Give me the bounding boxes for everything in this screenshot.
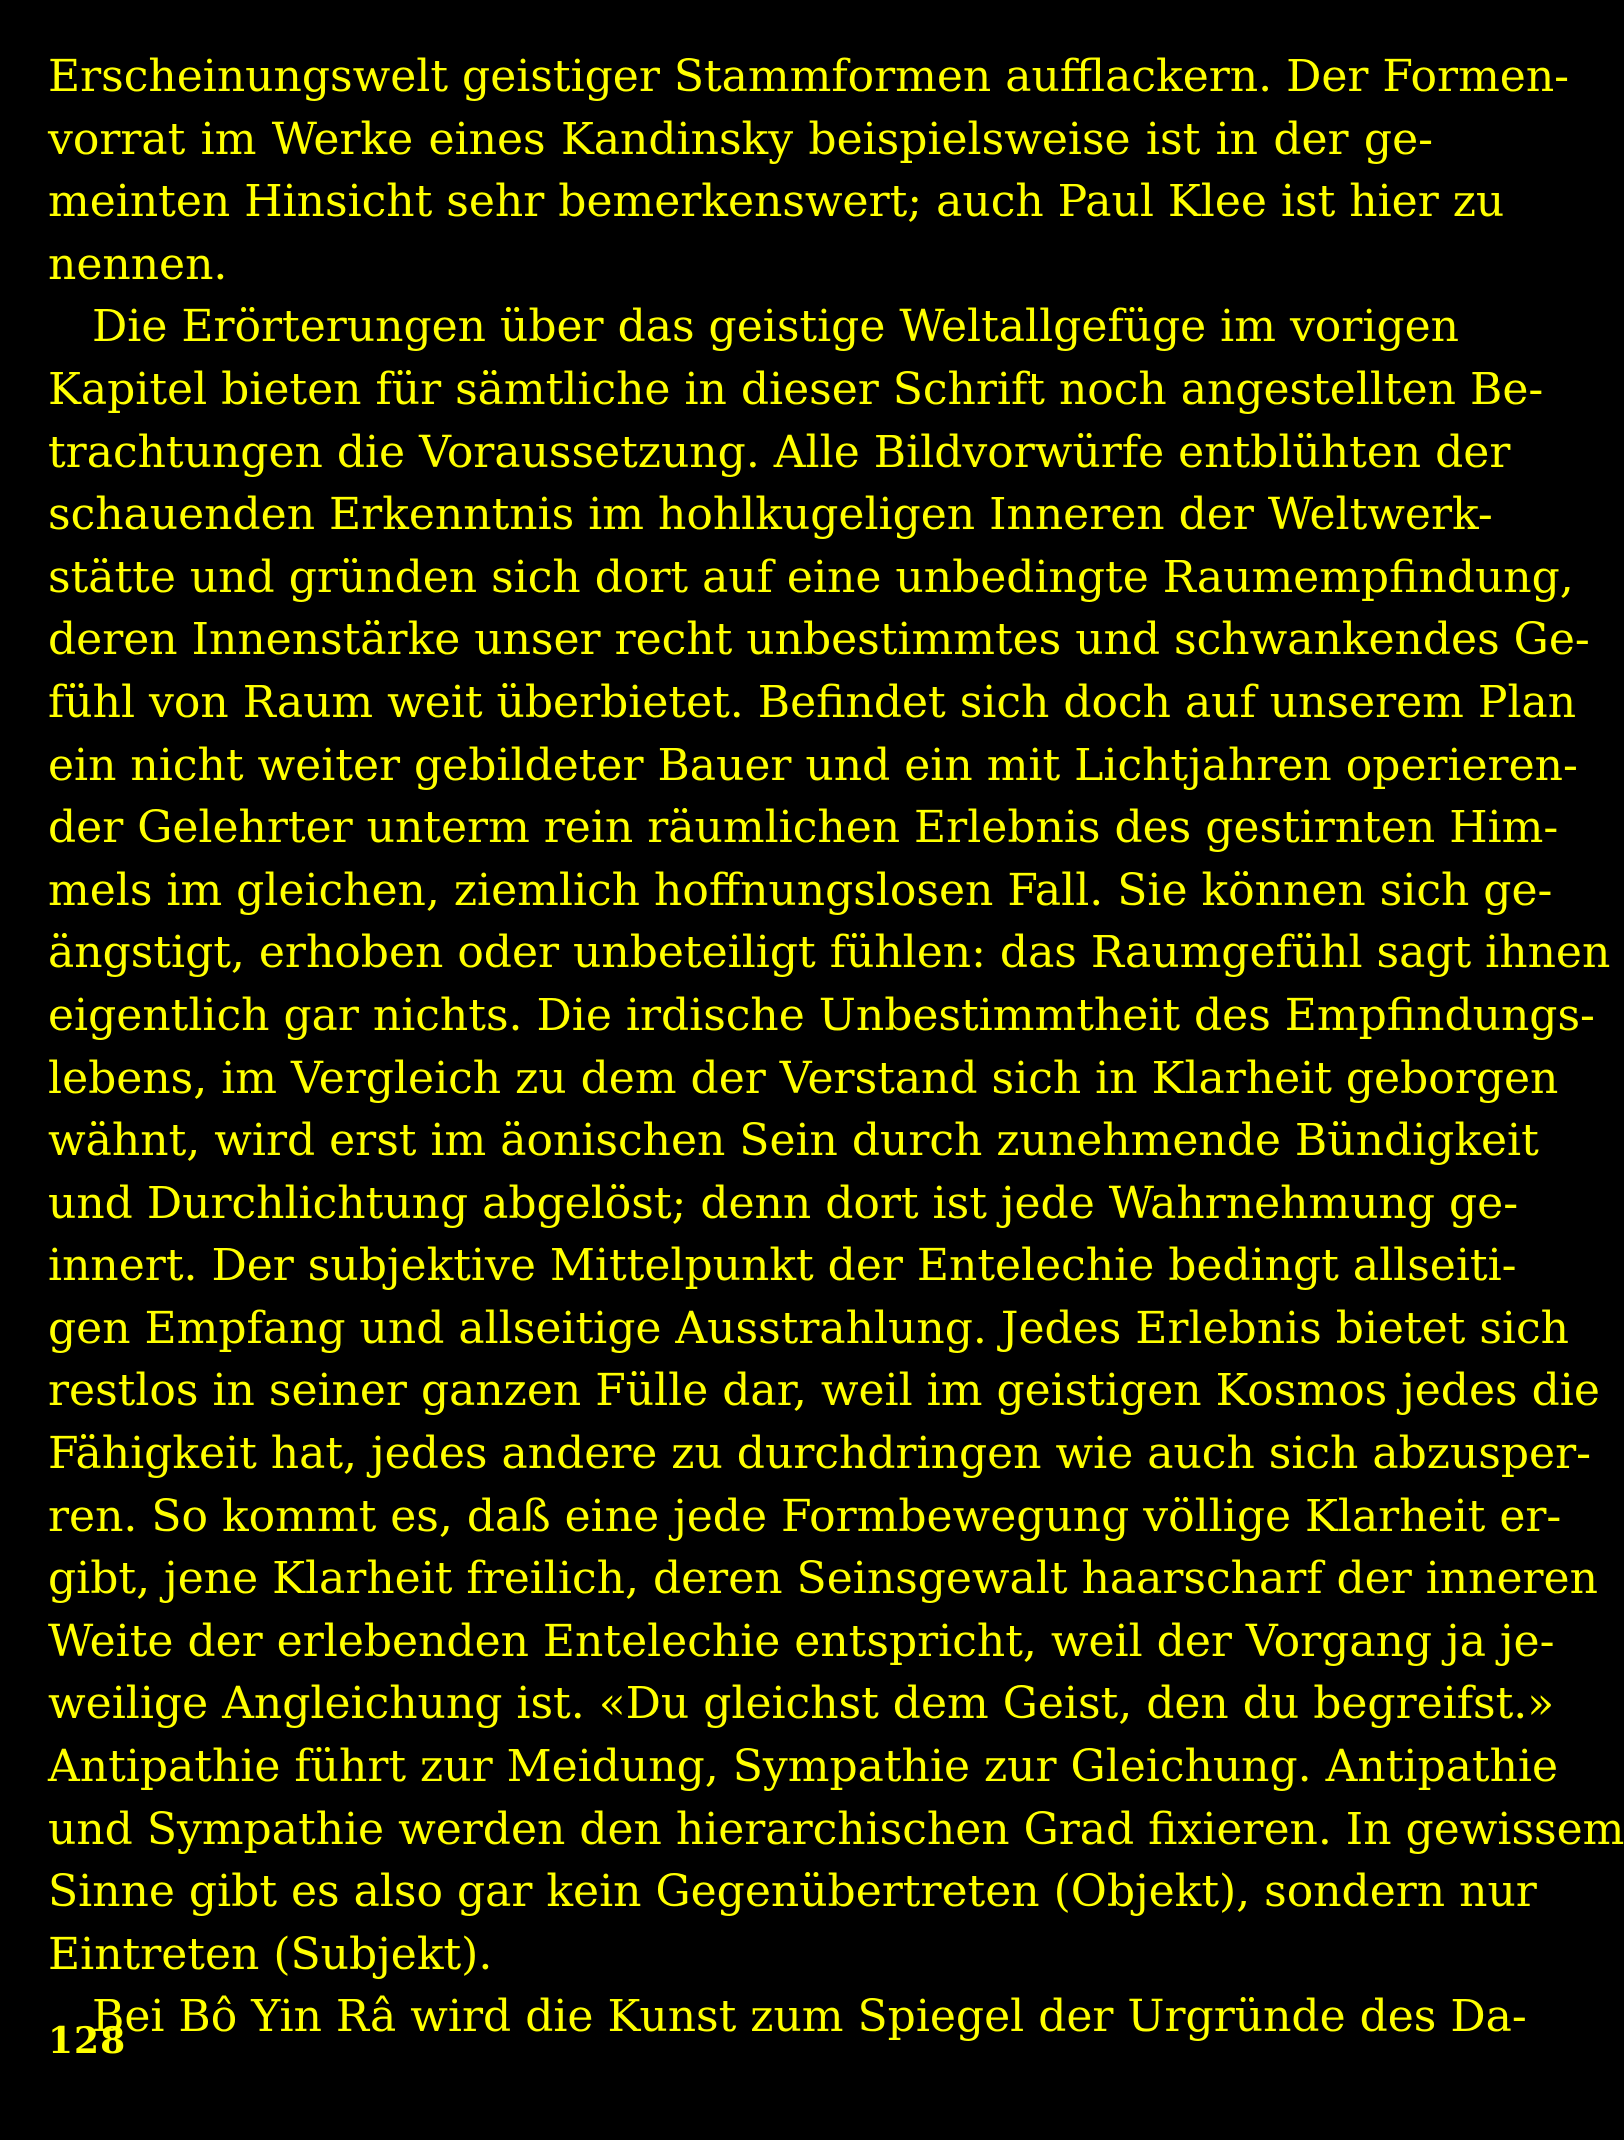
text-line: Eintreten (Subjekt). <box>48 1928 493 1980</box>
text-line: Sinne gibt es also gar kein Gegenübertreten (Objekt), sondern nur <box>48 1866 1537 1918</box>
text-line: meinten Hinsicht sehr bemerkenswert; auch Paul Klee ist hier zu <box>48 176 1505 228</box>
text-line: fühl von Raum weit überbietet. Befindet sich doch auf unserem Plan <box>48 676 1577 728</box>
text-line: weilige Angleichung ist. «Du gleichst dem Geist, den du begreifst.» <box>48 1678 1555 1730</box>
text-line: trachtungen die Voraussetzung. Alle Bildvorwürfe entblühten der <box>48 426 1511 478</box>
text-line: nennen. <box>48 238 228 290</box>
text-line: der Gelehrter unterm rein räumlichen Erlebnis des gestirnten Him- <box>48 802 1559 854</box>
text-line: gen Empfang und allseitige Ausstrahlung. Jedes Erlebnis bietet sich <box>48 1302 1569 1354</box>
text-line: Weite der erlebenden Entelechie entspricht, weil der Vorgang ja je- <box>48 1615 1555 1667</box>
text-line: ren. So kommt es, daß eine jede Formbewegung völlige Klarheit er- <box>48 1490 1562 1542</box>
page-number: 128 <box>48 2020 127 2062</box>
text-line: innert. Der subjektive Mittelpunkt der Entelechie bedingt allseiti- <box>48 1240 1517 1292</box>
text-line: deren Innenstärke unser recht unbestimmtes und schwankendes Ge- <box>48 614 1590 666</box>
text-line: Fähigkeit hat, jedes andere zu durchdringen wie auch sich abzusper- <box>48 1428 1591 1480</box>
text-line: restlos in seiner ganzen Fülle dar, weil im geistigen Kosmos jedes die <box>48 1365 1600 1417</box>
text-line: Bei Bô Yin Râ wird die Kunst zum Spiegel der Urgründe des Da- <box>92 1991 1527 2043</box>
text-line: ein nicht weiter gebildeter Bauer und ein mit Lichtjahren operieren- <box>48 739 1578 791</box>
text-line: Erscheinungswelt geistiger Stammformen aufflackern. Der Formen- <box>48 51 1570 102</box>
text-line: gibt, jene Klarheit freilich, deren Seinsgewalt haarscharf der inneren <box>48 1553 1598 1605</box>
text-line: mels im gleichen, ziemlich hoffnungslosen Fall. Sie können sich ge- <box>48 864 1553 916</box>
text-line: eigentlich gar nichts. Die irdische Unbestimmtheit des Empfindungs- <box>48 989 1595 1041</box>
text-line: Kapitel bieten für sämtliche in dieser Schrift noch angestellten Be- <box>48 363 1544 415</box>
text-line: vorrat im Werke eines Kandinsky beispielsweise ist in der ge- <box>48 113 1433 165</box>
text-line: schauenden Erkenntnis im hohlkugeligen Inneren der Weltwerk- <box>48 489 1493 541</box>
text-line: stätte und gründen sich dort auf eine unbedingte Raumempfindung, <box>48 551 1574 603</box>
text-line: Die Erörterungen über das geistige Weltallgefüge im vorigen <box>92 301 1459 353</box>
text-line: lebens, im Vergleich zu dem der Verstand sich in Klarheit geborgen <box>48 1052 1559 1104</box>
text-line: wähnt, wird erst im äonischen Sein durch zunehmende Bündigkeit <box>48 1115 1539 1167</box>
text-line: Antipathie führt zur Meidung, Sympathie zur Gleichung. Antipathie <box>48 1741 1559 1793</box>
body-text <box>48 46 1624 2049</box>
text-line: ängstigt, erhoben oder unbeteiligt fühlen: das Raumgefühl sagt ihnen <box>48 927 1611 979</box>
text-line: und Sympathie werden den hierarchischen Grad fixieren. In gewissem <box>48 1803 1624 1855</box>
text-line: und Durchlichtung abgelöst; denn dort ist jede Wahrnehmung ge- <box>48 1177 1519 1229</box>
